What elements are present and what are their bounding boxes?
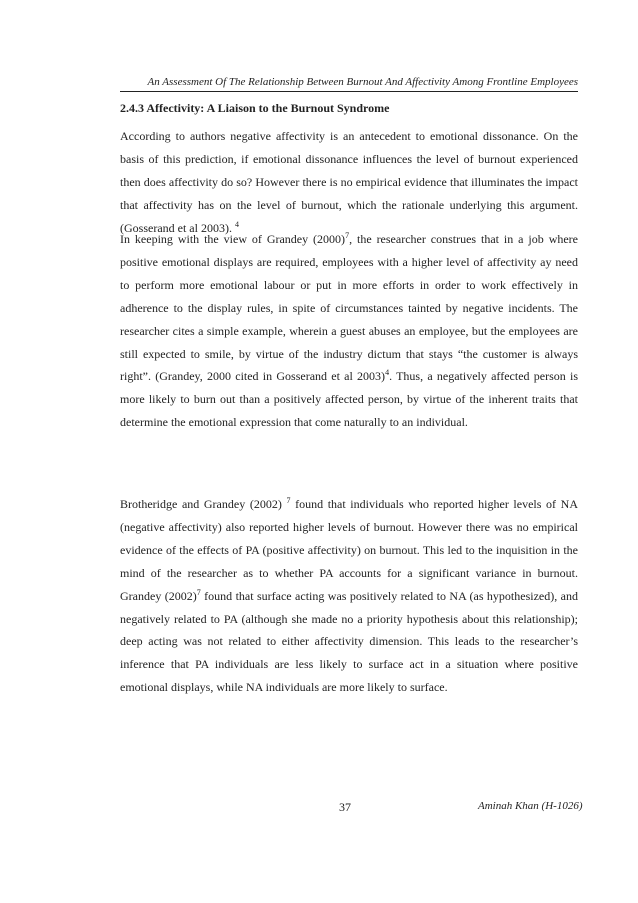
paragraph-text: found that surface acting was positively related to NA (as hypothesized), and negatively related to PA (although she made no a priority hypothesis about this relationship); deep acting was not related to either affectivity dimension. This leads to the researcher’s inference that PA individuals are less likely to surface act in a situation where positive emotional displays, while NA individuals are more likely to surface.: [120, 588, 578, 695]
section-heading: 2.4.3 Affectivity: A Liaison to the Burnout Syndrome: [120, 101, 390, 115]
paragraph-text: According to authors negative affectivity is an antecedent to emotional dissonance. On the basis of this prediction, if emotional dissonance influences the level of burnout experienced then does affectivity do so? However there is no empirical evidence that illuminates the impact that affectivity has on the level of burnout, which the rationale underlying this argument. (Gosserand et al 2003).: [120, 129, 578, 235]
running-header: An Assessment Of The Relationship Between Burnout And Affectivity Among Frontline Employees: [120, 76, 578, 92]
citation-superscript: 4: [385, 368, 390, 378]
paragraph-2: [120, 228, 578, 434]
paragraph-text: . Thus, a negatively affected person is more likely to burn out than a positively affected person, by virtue of the inherent traits that determine the emotional expression that come naturally to an individual.: [120, 369, 578, 430]
citation-superscript: 4: [234, 219, 239, 229]
footer-author: Aminah Khan (H-1026): [478, 800, 583, 812]
paragraph-text: Brotheridge and Grandey (2002): [120, 497, 287, 511]
citation-superscript: 7: [286, 496, 291, 505]
paragraph-text: In keeping with the view of Grandey (2000): [120, 232, 346, 246]
page-number: 37: [339, 800, 351, 814]
citation-superscript: 7: [196, 587, 201, 597]
paragraph-3: [120, 493, 578, 699]
paragraph-text: , the researcher construes that in a job where positive emotional displays are required, employees with a higher level of affectivity ay need to perform more emotional labour or put in more efforts in order to work effectively in adherence to the display rules, in spite of circumstances tainted by negative incidents. The researcher cites a simple example, wherein a guest abuses an employee, but the employees are still expected to smile, by virtue of the industry dictum that stays “the customer is always right”. (Grandey, 2000 cited in Gosserand et al 2003): [120, 232, 579, 384]
paragraph-1: [120, 125, 578, 240]
citation-superscript: 7: [345, 231, 350, 240]
paragraph-text: found that individuals who reported higher levels of NA (negative affectivity) also reported higher levels of burnout. However there was no empirical evidence of the effects of PA (positive affectivity) on burnout. This led to the inquisition in the mind of the researcher as to whether PA accounts for a significant variance in burnout. Grandey (2002): [120, 497, 578, 603]
